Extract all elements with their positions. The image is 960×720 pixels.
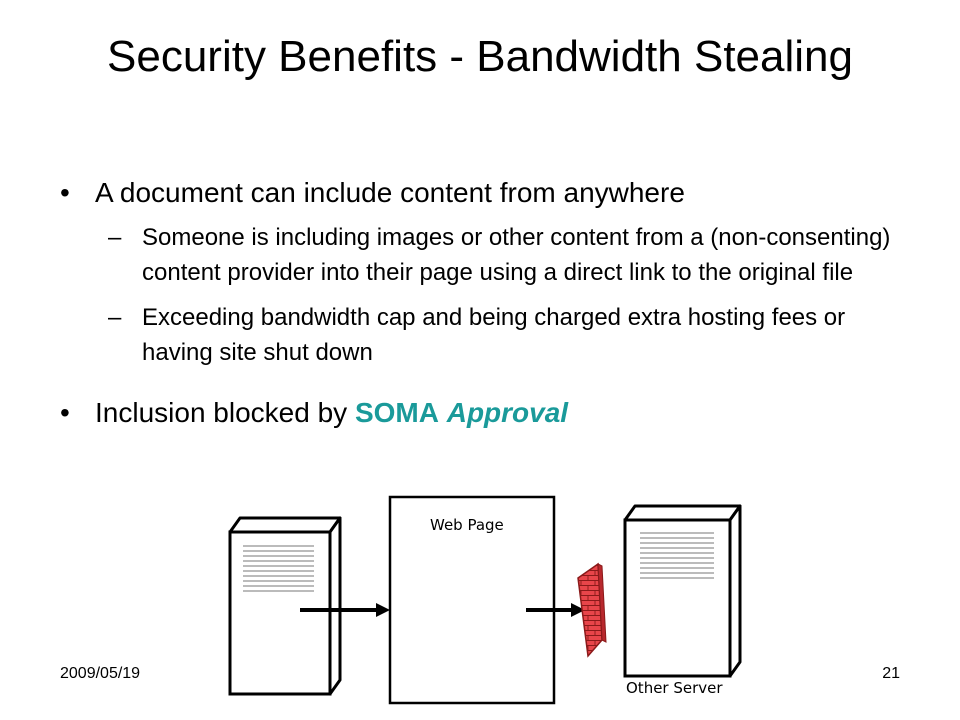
footer-date: 2009/05/19	[60, 665, 141, 682]
dash-marker: –	[108, 224, 122, 251]
bullet-marker: •	[60, 177, 70, 208]
other-server-icon	[625, 506, 740, 676]
other-server-label: Other Server	[626, 679, 723, 697]
approval-keyword: Approval	[446, 397, 569, 428]
soma-keyword: SOMA	[354, 397, 439, 428]
brick-wall-icon	[578, 564, 606, 656]
web-page-label: Web Page	[430, 516, 504, 534]
dash-marker: –	[108, 304, 122, 331]
bullet-prefix: Inclusion blocked by	[95, 397, 355, 428]
sub-bullet-text: Exceeding bandwidth cap and being charged extra hosting fees or having site shut down	[142, 304, 846, 366]
slide-title: Security Benefits - Bandwidth Stealing	[107, 32, 853, 81]
sub-bullet-text: Someone is including images or other content from a (non-consenting) content provider into their page using a direct link to the original file	[142, 224, 891, 286]
bullet-text: A document can include content from anywhere	[95, 177, 685, 208]
bullet-marker: •	[60, 397, 70, 428]
left-server-icon	[230, 518, 340, 694]
page-number: 21	[882, 665, 900, 682]
